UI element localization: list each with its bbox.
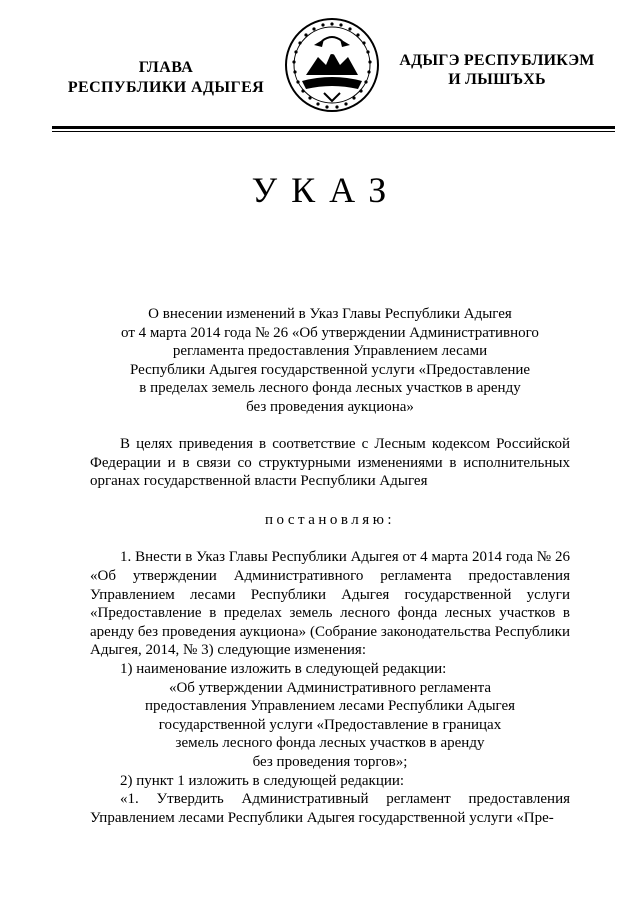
decree-body: [90, 435, 570, 827]
quote-line: предоставления Управлением лесами Республики Адыгея: [144, 698, 516, 715]
header-right-line1: АДЫГЭ РЕСПУБЛИКЭМ: [399, 52, 595, 69]
header-divider-thin: [52, 131, 615, 132]
coat-of-arms-adygea-icon: [284, 15, 380, 115]
subject-line: без проведения аукциона»: [246, 398, 414, 415]
decree-subject: [90, 305, 570, 417]
sub-item-1-intro: 1) наименование изложить в следующей редакции:: [120, 660, 447, 677]
header-divider-thick: [52, 126, 615, 129]
subject-line: в пределах земель лесного фонда лесных участков в аренду: [139, 380, 521, 397]
sub-item-2-intro: 2) пункт 1 изложить в следующей редакции:: [120, 772, 405, 789]
decree-word: постановляю:: [264, 511, 396, 528]
preamble-paragraph: В целях приведения в соответствие с Лесным кодексом Российской Федерации и в связи со структурными изменениями в исполнительных органах государственной власти Республики Адыгея: [90, 436, 570, 490]
subject-line: от 4 марта 2014 года № 26 «Об утверждении Административного: [121, 324, 539, 341]
subject-line: О внесении изменений в Указ Главы Республики Адыгея: [148, 306, 512, 322]
quote-line: «Об утверждении Административного регламента: [168, 679, 492, 696]
sub-item-2-text: «1. Утвердить Административный регламент предоставления Управлением лесами Республики Адыгея государственной услуги «Пре-: [90, 791, 570, 826]
subject-line: Республики Адыгея государственной услуги «Предоставление: [129, 361, 531, 378]
quote-line: без проведения торгов»;: [252, 753, 408, 770]
header-left-line1: ГЛАВА: [138, 59, 194, 76]
header-right-line2: И ЛЫШЪХЬ: [448, 71, 546, 88]
subject-line: регламента предоставления Управлением лесами: [172, 343, 488, 360]
header-left-line2: РЕСПУБЛИКИ АДЫГЕЯ: [67, 79, 265, 96]
document-header: [0, 0, 640, 130]
document-title: УКАЗ: [251, 170, 401, 210]
header-left: [62, 58, 270, 98]
header-right: [397, 51, 597, 89]
quote-line: государственной услуги «Предоставление в границах: [158, 716, 502, 733]
item-1-paragraph: 1. Внести в Указ Главы Республики Адыгея от 4 марта 2014 года № 26 «Об утверждении Административного регламента предоставления Управлением лесами Республики Адыгея государственной услуги «Предоставление в пределах земель лесного фонда лесных участков в аренду без проведения аукциона» (Собрание законодательства Республики Адыгея, 2014, № 3) следующие изменения:: [90, 549, 570, 659]
quote-line: земель лесного фонда лесных участков в аренду: [175, 735, 485, 752]
